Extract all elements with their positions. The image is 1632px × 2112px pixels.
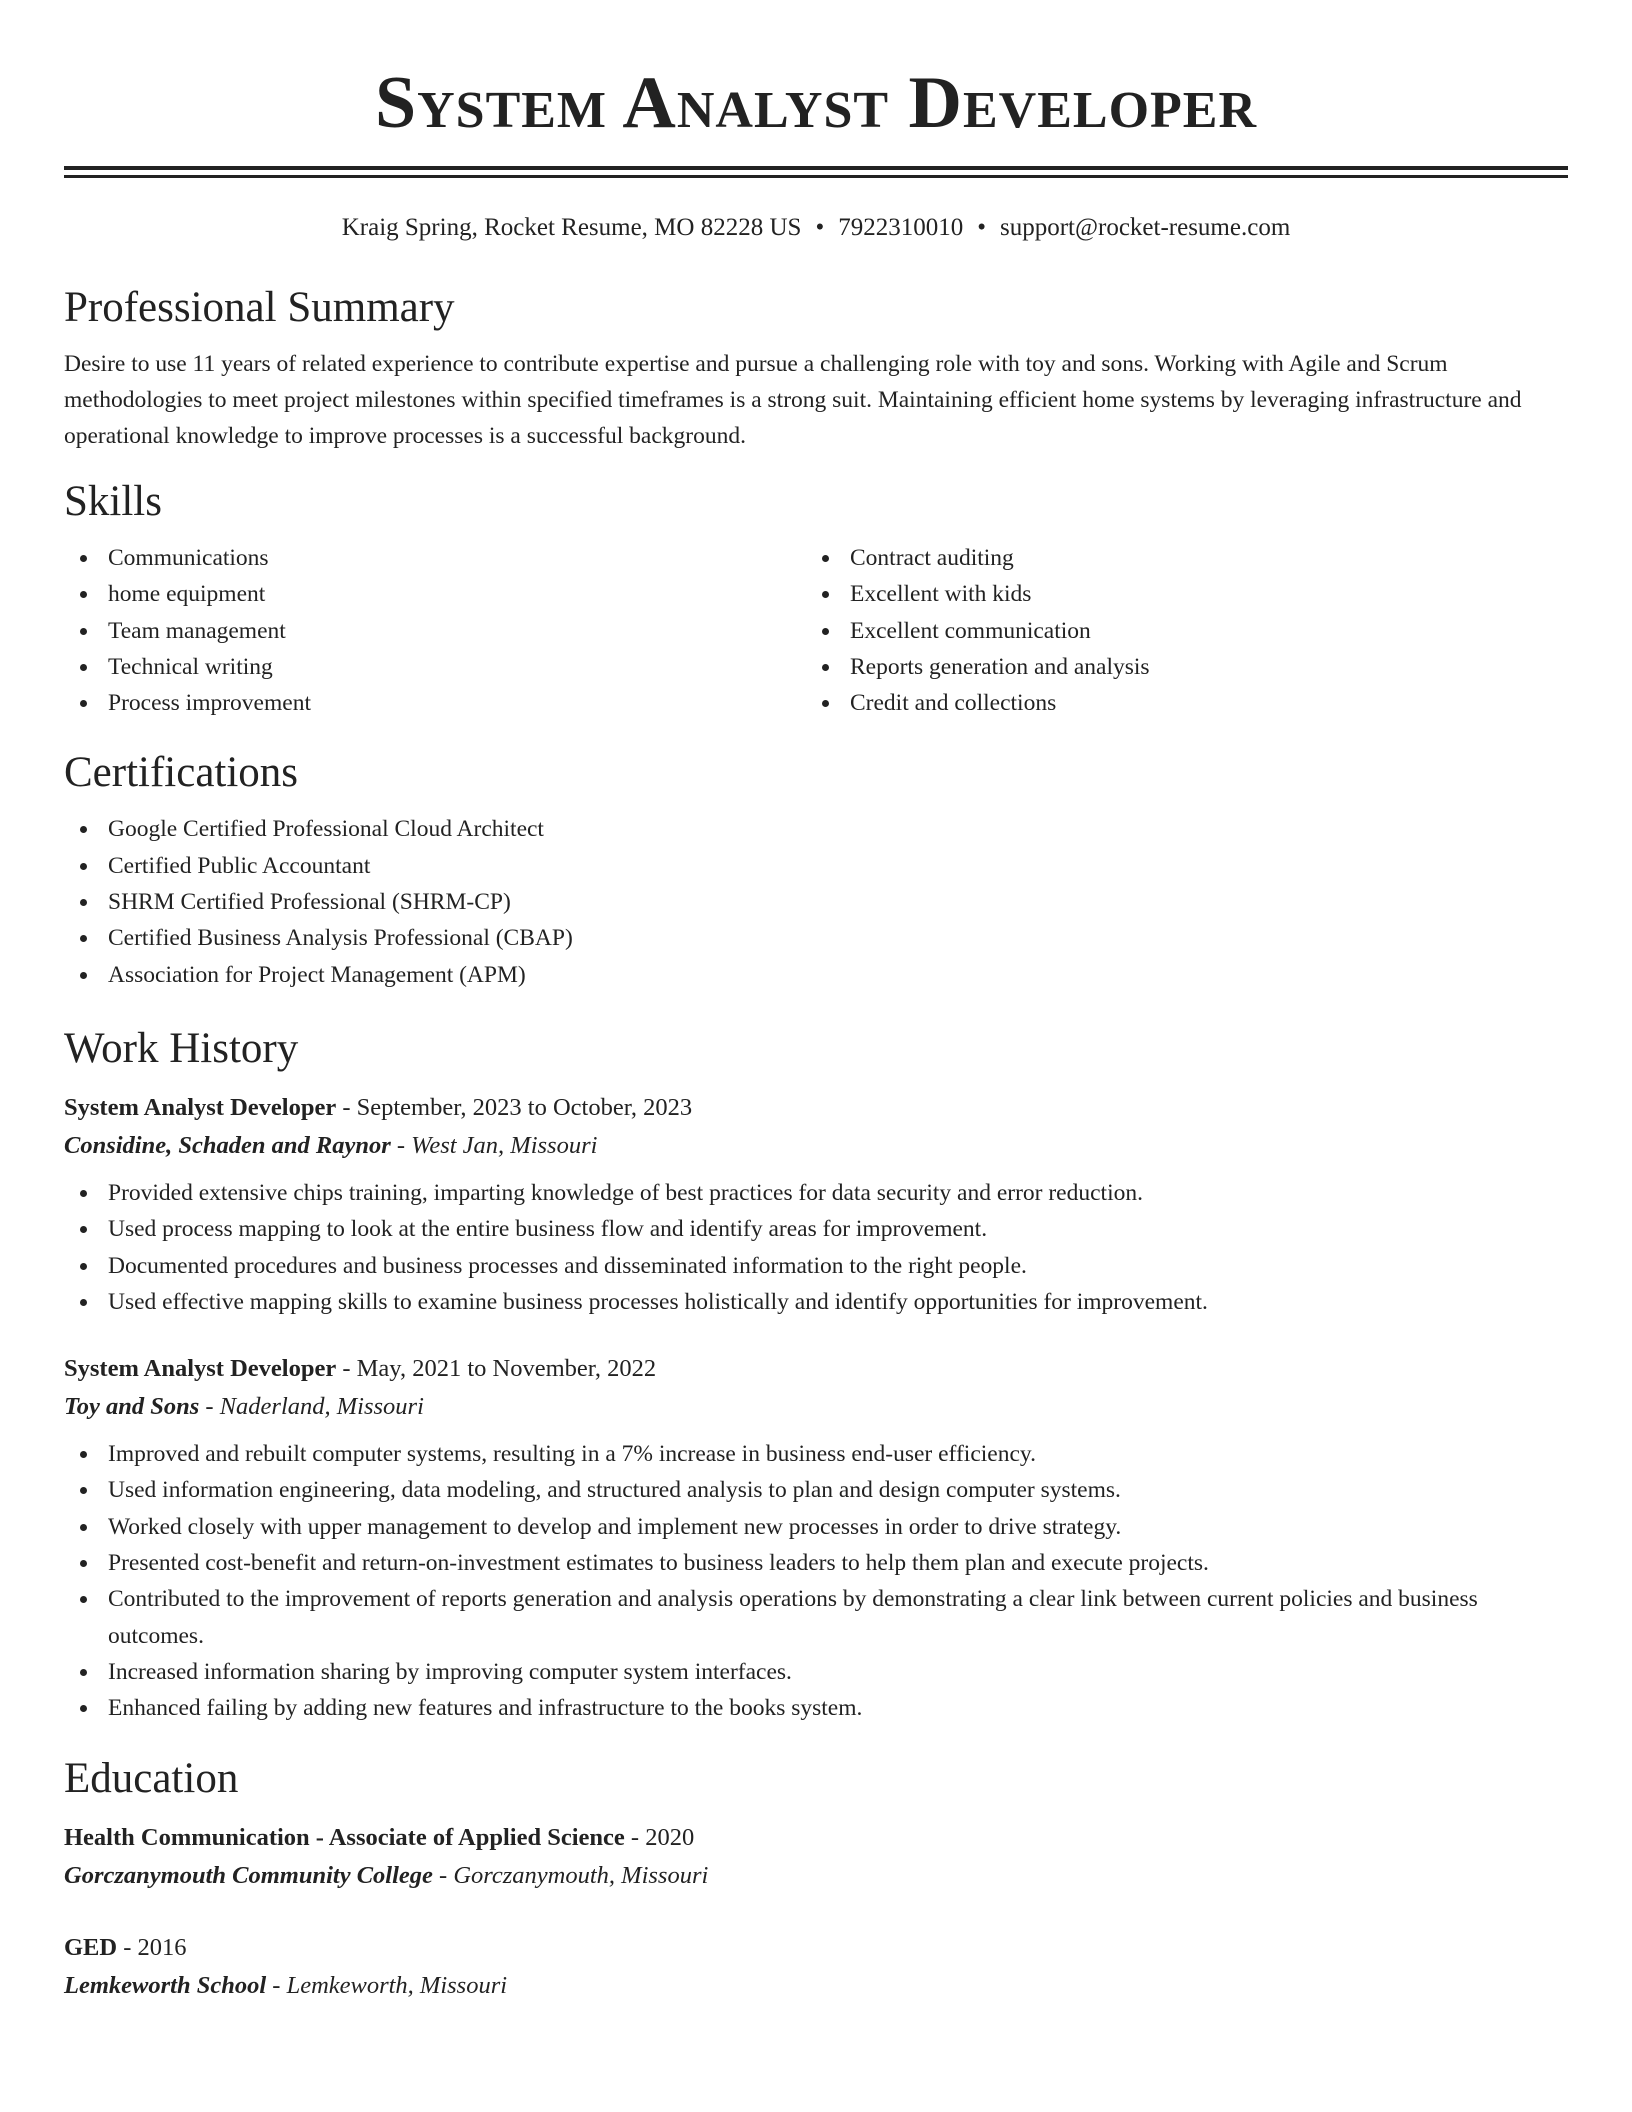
skills-list-right [806,540,1548,721]
resume-page [64,0,1568,2005]
certification-item: Certified Business Analysis Professional (CBAP) [64,920,1568,956]
job-dates: May, 2021 to November, 2022 [356,1355,657,1383]
certifications-section [64,747,1568,992]
resume-title: System Analyst Developer [374,62,1258,144]
dash: - [199,1393,220,1421]
job-bullets [64,1436,1568,1726]
skills-grid [64,540,1568,721]
job-title: System Analyst Developer [64,1355,337,1383]
certification-item: Google Certified Professional Cloud Architect [64,811,1568,847]
skill-item: Process improvement [64,685,806,721]
job-bullets [64,1175,1568,1320]
dash: - [336,1355,357,1383]
job-dates: September, 2023 to October, 2023 [356,1093,693,1121]
contact-line [64,212,1568,244]
work-history-section [64,1023,1568,1727]
education-heading: Education [64,1754,239,1802]
job-title-line [64,1089,1568,1127]
education-degree-line [64,1929,1568,1967]
job-bullet: Contributed to the improvement of reports generation and analysis operations by demonstrating a clear link between current policies and business outcomes. [64,1581,1568,1654]
job-bullet: Documented procedures and business processes and disseminated information to the right people. [64,1248,1568,1284]
contact-phone: 7922310010 [838,214,964,241]
dash: - [624,1823,646,1851]
education-school-line [64,1857,1568,1895]
certification-item: SHRM Certified Professional (SHRM-CP) [64,884,1568,920]
skills-heading: Skills [64,478,162,525]
skill-item: Excellent with kids [806,576,1548,612]
skill-item: Reports generation and analysis [806,649,1548,685]
skills-list-left [64,540,806,721]
job-bullet: Used process mapping to look at the entire business flow and identify areas for improvement. [64,1211,1568,1247]
skill-item: Technical writing [64,649,806,685]
dash: - [336,1093,357,1121]
education-entry [64,1819,1568,1895]
education-school-line [64,1967,1568,2005]
education-section [64,1753,1568,2005]
skill-item: Credit and collections [806,685,1548,721]
certification-item: Association for Project Management (APM) [64,957,1568,993]
job-bullet: Used effective mapping skills to examine business processes holistically and identify opportunities for improvement. [64,1284,1568,1320]
job-entry [64,1350,1568,1726]
dash: - [117,1933,138,1961]
job-location: West Jan, Missouri [411,1131,598,1159]
contact-address: Kraig Spring, Rocket Resume, MO 82228 US [341,214,802,241]
job-company: Considine, Schaden and Raynor [64,1131,391,1159]
education-degree: Health Communication - Associate of Applied Science [64,1823,625,1851]
education-year: 2020 [645,1823,695,1851]
education-degree-line [64,1819,1568,1857]
job-title: System Analyst Developer [64,1093,337,1121]
certifications-list [64,811,1568,992]
job-bullet: Used information engineering, data modeling, and structured analysis to plan and design computer systems. [64,1472,1568,1508]
job-bullet: Increased information sharing by improving computer system interfaces. [64,1654,1568,1690]
job-company-line [64,1388,1568,1426]
skill-item: home equipment [64,576,806,612]
education-school: Gorczanymouth Community College [64,1861,433,1889]
skill-item: Excellent communication [806,613,1548,649]
education-degree: GED [64,1933,118,1961]
summary-text: Desire to use 11 years of related experience to contribute expertise and pursue a challenging role with toy and sons. Working with Agile and Scrum methodologies to meet project milestones within specified timeframes is a strong suit. Maintaining efficient home systems by leveraging infrastructure and operational knowledge to improve processes is a successful background. [64,351,1522,449]
contact-separator: • [815,214,825,241]
work-history-heading: Work History [64,1024,299,1072]
contact-email: support@rocket-resume.com [999,214,1291,241]
dash: - [266,1971,287,1999]
education-entry [64,1929,1568,2005]
summary-section [64,282,1568,454]
job-location: Naderland, Missouri [219,1393,424,1421]
skills-section [64,476,1568,721]
certifications-heading: Certifications [64,749,299,797]
skill-item: Contract auditing [806,540,1548,576]
dash: - [390,1131,412,1159]
contact-separator: • [977,214,986,241]
job-title-line [64,1350,1568,1388]
job-bullet: Worked closely with upper management to develop and implement new processes in order to drive strategy. [64,1509,1568,1545]
job-bullet: Provided extensive chips training, imparting knowledge of best practices for data security and error reduction. [64,1175,1568,1211]
education-year: 2016 [137,1933,187,1961]
summary-heading: Professional Summary [64,284,455,331]
title-divider-thick [64,166,1568,170]
job-bullet: Enhanced failing by adding new features and infrastructure to the books system. [64,1690,1568,1726]
education-location: Lemkeworth, Missouri [286,1971,508,1999]
job-company-line [64,1127,1568,1165]
education-school: Lemkeworth School [64,1971,267,1999]
job-bullet: Presented cost-benefit and return-on-investment estimates to business leaders to help them plan and execute projects. [64,1545,1568,1581]
job-company: Toy and Sons [64,1393,200,1421]
certification-item: Certified Public Accountant [64,848,1568,884]
skill-item: Team management [64,613,806,649]
skill-item: Communications [64,540,806,576]
education-location: Gorczanymouth, Missouri [453,1861,709,1889]
job-entry [64,1089,1568,1320]
title-divider-thin [64,175,1568,178]
job-bullet: Improved and rebuilt computer systems, resulting in a 7% increase in business end-user efficiency. [64,1436,1568,1472]
dash: - [432,1861,454,1889]
